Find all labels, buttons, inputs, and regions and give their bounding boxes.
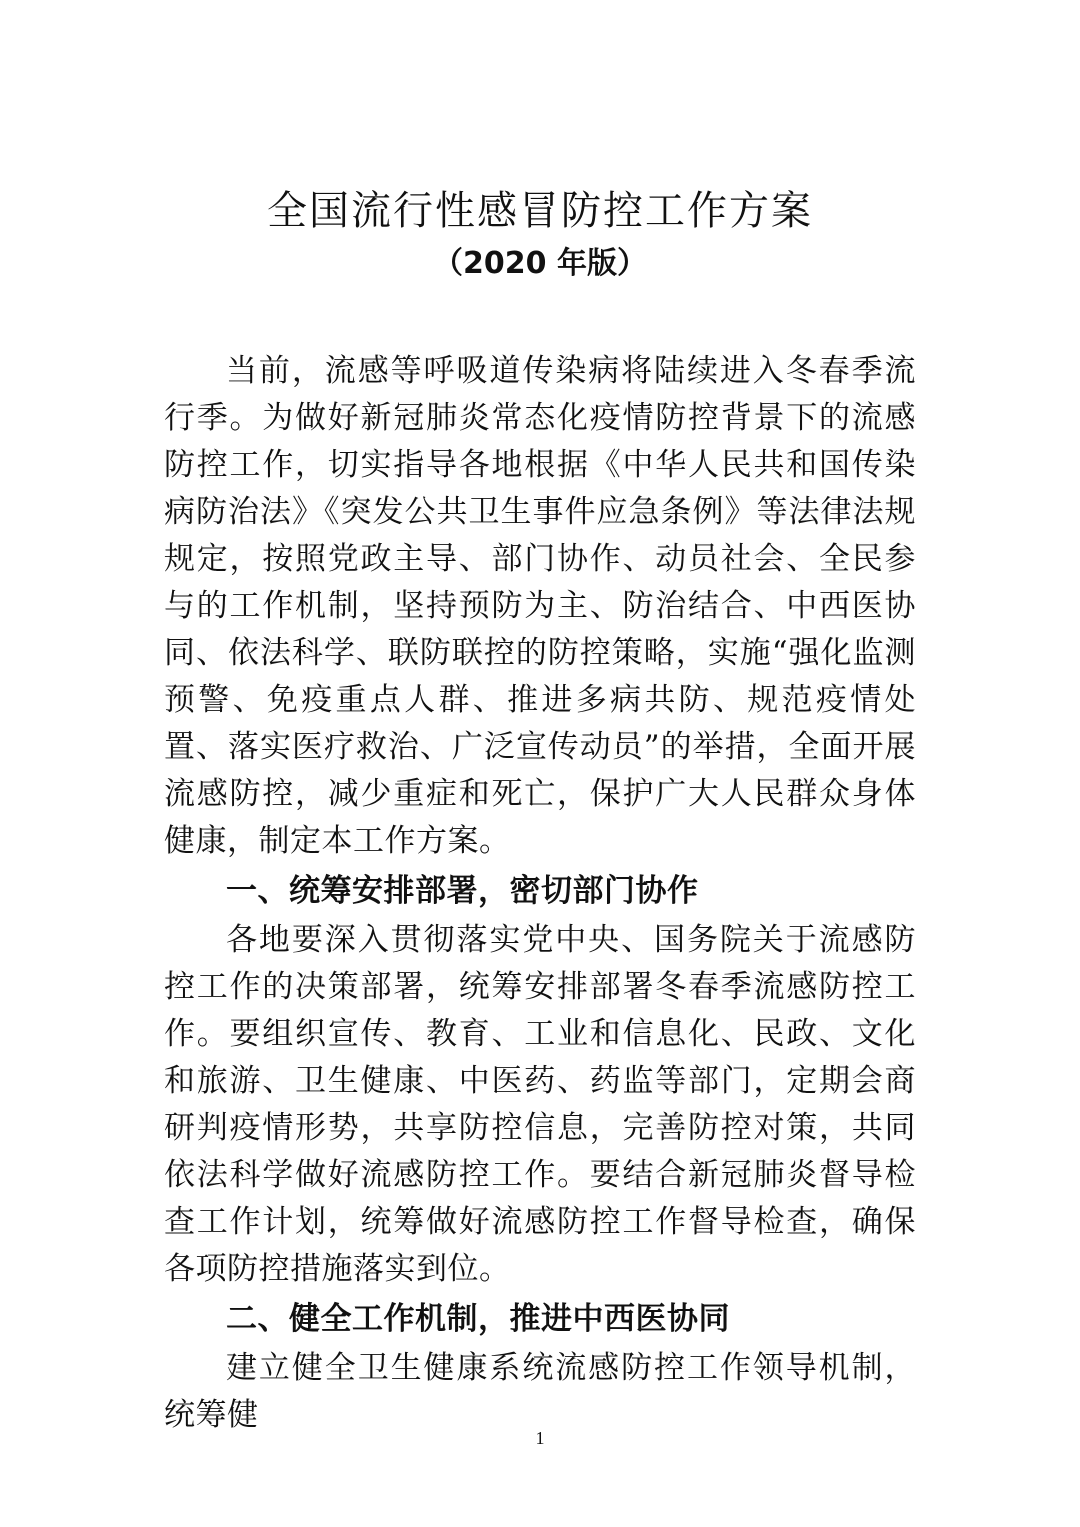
document-title: 全国流行性感冒防控工作方案 [267, 188, 813, 234]
intro-paragraph: 当前，流感等呼吸道传染病将陆续进入冬春季流行季。为做好新冠肺炎常态化疫情防控背景下的流感防控工作，切实指导各地根据《中华人民共和国传染病防治法》《突发公共卫生事件应急条例》等法律法规规定，按照党政主导、部门协作、动员社会、全民参与的工作机制，坚持预防为主、防治结合、中西医协同、依法科学、联防联控的防控策略，实施“强化监测预警、免疫重点人群、推进多病共防、规范疫情处置、落实医疗救治、广泛宣传动员”的举措，全面开展流感防控，减少重症和死亡，保护广大人民群众身体健康，制定本工作方案。 [164, 353, 916, 859]
page-number: 1 [535, 1428, 545, 1448]
section-paragraph-1: 各地要深入贯彻落实党中央、国务院关于流感防控工作的决策部署，统筹安排部署冬春季流感防控工作。要组织宣传、教育、工业和信息化、民政、文化和旅游、卫生健康、中医药、药监等部门，定期会商研判疫情形势，共享防控信息，完善防控对策，共同依法科学做好流感防控工作。要结合新冠肺炎督导检查工作计划，统筹做好流感防控工作督导检查，确保各项防控措施落实到位。 [164, 922, 916, 1287]
section-heading-2: 二、健全工作机制，推进中西医协同 [226, 1301, 730, 1337]
document-body [164, 348, 916, 1439]
section-heading-1: 一、统筹安排部署，密切部门协作 [226, 873, 699, 909]
section-paragraph-2: 建立健全卫生健康系统流感防控工作领导机制，统筹健 [164, 1350, 916, 1433]
document-subtitle: （2020 年版） [433, 246, 647, 281]
